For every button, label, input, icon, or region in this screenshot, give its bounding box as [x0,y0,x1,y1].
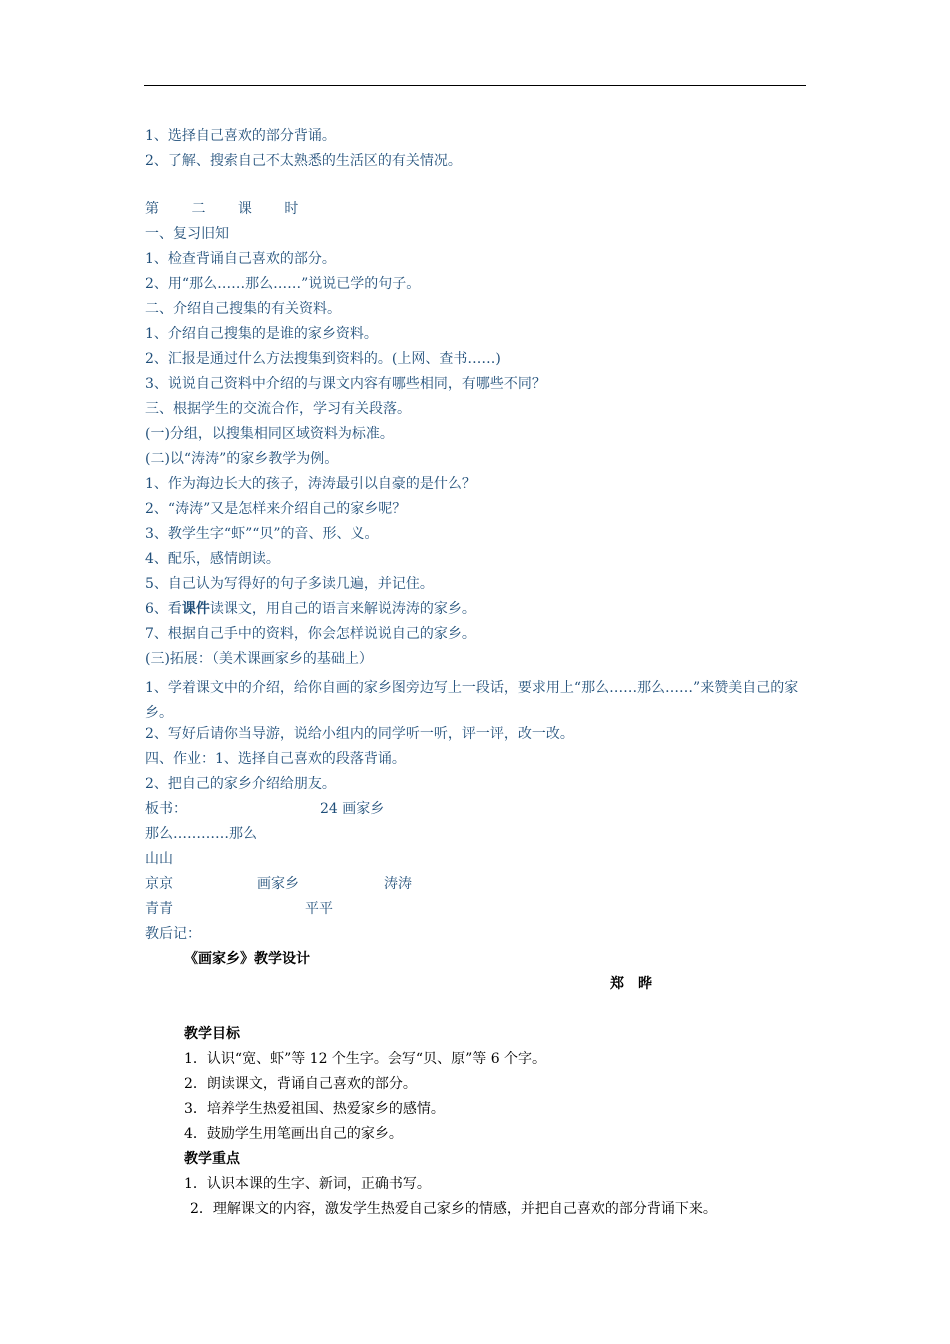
board-line: 京京 [145,876,173,892]
goals-heading: 教学目标 [184,1026,240,1042]
text-line: 3、说说自己资料中介绍的与课文内容有哪些相同，有哪些不同？ [145,376,546,392]
line-suffix: 读课文，用自己的语言来解说涛涛的家乡。 [209,601,476,617]
goal-item: 1．认识“宽、虾”等 12 个生字。会写“贝、原”等 6 个字。 [184,1051,547,1067]
text-line: 1、作为海边长大的孩子，涛涛最引以自豪的是什么？ [145,476,476,492]
goal-item: 4．鼓励学生用笔画出自己的家乡。 [184,1126,403,1142]
focus-item: 1．认识本课的生字、新词，正确书写。 [184,1176,431,1192]
board-line: 那么…………那么 [145,826,257,842]
text-line: 三、根据学生的交流合作，学习有关段落。 [145,401,411,417]
text-line: (一)分组，以搜集相同区域资料为标准。 [145,426,394,442]
goal-item: 3．培养学生热爱祖国、热爱家乡的感情。 [184,1101,445,1117]
focus-item: 2．理解课文的内容，激发学生热爱自己家乡的情感，并把自己喜欢的部分背诵下来。 [190,1201,717,1217]
board-title: 24 画家乡 [320,801,385,817]
board-line: 平平 [305,901,333,917]
courseware-link[interactable]: 课件 [181,601,210,617]
text-paragraph: 1、学着课文中的介绍，给你自画的家乡图旁边写上一段话，要求用上“那么……那么……”来赞美自己的家乡。 [145,680,799,721]
text-line: (三)拓展：（美术课画家乡的基础上） [145,651,373,667]
goal-item: 2．朗读课文，背诵自己喜欢的部分。 [184,1076,417,1092]
lesson-heading: 第 二 课 时 [145,201,313,217]
text-line: 7、根据自己手中的资料，你会怎样说说自己的家乡。 [145,626,476,642]
board-label: 板书： [145,801,187,817]
board-line: 画家乡 [257,876,299,892]
text-line: 2、汇报是通过什么方法搜集到资料的。(上网、查书……) [145,351,501,367]
after-notes-label: 教后记： [145,926,201,942]
text-line: 1、介绍自己搜集的是谁的家乡资料。 [145,326,378,342]
text-line: 四、作业：1、选择自己喜欢的段落背诵。 [145,751,406,767]
text-line: 一、复习旧知 [145,226,229,242]
text-line: 2、“涛涛”又是怎样来介绍自己的家乡呢？ [145,501,407,517]
line-prefix: 6、看 [145,601,182,617]
board-line: 涛涛 [384,876,412,892]
text-line: 1、选择自己喜欢的部分背诵。 [145,128,336,144]
board-line: 青青 [145,901,173,917]
text-line: 2、用“那么……那么……”说说已学的句子。 [145,276,421,292]
text-line: 5、自己认为写得好的句子多读几遍，并记住。 [145,576,434,592]
board-line: 山山 [145,851,173,867]
text-line: (二)以“涛涛”的家乡教学为例。 [145,451,339,467]
text-line: 2、把自己的家乡介绍给朋友。 [145,776,336,792]
header-rule [144,85,806,86]
text-line: 2、写好后请你当导游，说给小组内的同学听一听，评一评，改一改。 [145,726,574,742]
text-line-courseware [145,601,476,617]
text-line: 二、介绍自己搜集的有关资料。 [145,301,341,317]
text-line: 3、教学生字“虾”“贝”的音、形、义。 [145,526,379,542]
author-name: 郑 晔 [610,976,652,992]
focus-heading: 教学重点 [184,1151,240,1167]
design-title: 《画家乡》教学设计 [184,951,310,967]
text-line: 1、检查背诵自己喜欢的部分。 [145,251,336,267]
text-line: 2、了解、搜索自己不太熟悉的生活区的有关情况。 [145,153,462,169]
text-line: 4、配乐，感情朗读。 [145,551,280,567]
